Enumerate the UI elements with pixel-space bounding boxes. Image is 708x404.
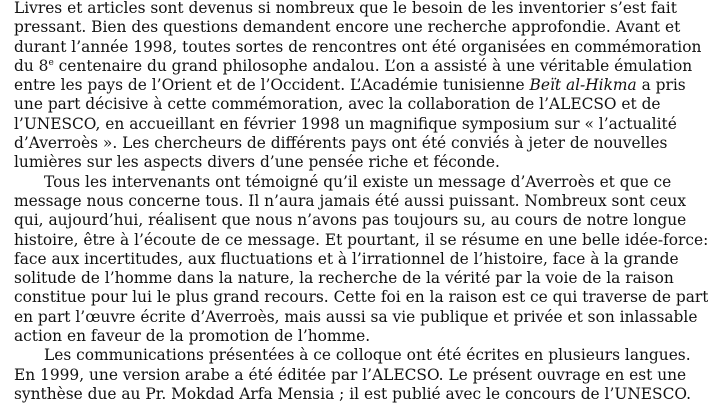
- text-line-with-italic: [14, 76, 686, 95]
- text-line: l’UNESCO, en accueillant en février 1998 un magnifique symposium sur « l’actualité: [14, 114, 677, 133]
- text-line: pressant. Bien des questions demandent encore une recherche approfondie. Avant et: [14, 18, 681, 37]
- text-line: en part l’œuvre écrite d’Averroès, mais aussi sa vie publique et privée et son inlassable: [14, 307, 698, 326]
- document-page: [14, 0, 708, 404]
- ordinal-superscript: e: [48, 57, 54, 68]
- text-line: Livres et articles sont devenus si nombreux que le besoin de les inventorier s’est fait: [14, 0, 677, 17]
- text-line: Tous les intervenants ont témoigné qu’il existe un message d’Averroès et que ce: [44, 172, 672, 191]
- paragraph-1: [14, 0, 702, 173]
- text-line: En 1999, une version arabe a été éditée par l’ALECSO. Le présent ouvrage en est une: [14, 365, 687, 384]
- text-line: lumières sur les aspects divers d’une pensée riche et féconde.: [14, 153, 500, 172]
- text-line: histoire, être à l’écoute de ce message. Et pourtant, il se résume en une belle idée-force:: [14, 230, 708, 249]
- text-line: durant l’année 1998, toutes sortes de rencontres ont été organisées en commémoration: [14, 37, 702, 56]
- text-fragment: du 8: [14, 56, 49, 75]
- text-line: solitude de l’homme dans la nature, la recherche de la vérité par la voie de la raison: [14, 269, 674, 288]
- text-line: d’Averroès ». Les chercheurs de différents pays ont été conviés à jeter de nouvelles: [14, 134, 668, 153]
- text-line: message nous concerne tous. Il n’aura jamais été aussi puissant. Nombreux sont ceux: [14, 191, 687, 210]
- paragraph-3: [14, 346, 691, 404]
- text-line: action en faveur de la promotion de l’homme.: [14, 327, 371, 346]
- text-fragment: a pris: [636, 76, 686, 95]
- text-line-with-ordinal: [14, 56, 693, 76]
- text-fragment: centenaire du grand philosophe andalou. L’on a assisté à une véritable émulation: [53, 56, 693, 75]
- italic-institution-name: Beït al-Hikma: [529, 76, 637, 95]
- text-line: une part décisive à cette commémoration, avec la collaboration de l’ALECSO et de: [14, 95, 661, 114]
- text-line: qui, aujourd’hui, réalisent que nous n’avons pas toujours su, au cours de notre longue: [14, 211, 687, 230]
- text-fragment: entre les pays de l’Orient et de l’Occident. L’Académie tunisienne: [14, 76, 525, 95]
- text-line: synthèse due au Pr. Mokdad Arfa Mensia ; il est publié avec le concours de l’UNESCO.: [14, 384, 691, 403]
- text-line: Les communications présentées à ce colloque ont été écrites en plusieurs langues.: [44, 346, 691, 365]
- text-line: face aux incertitudes, aux fluctuations et à l’irrationnel de l’histoire, face à la grande: [14, 249, 679, 268]
- text-line: constitue pour lui le plus grand recours. Cette foi en la raison est ce qui traverse de part: [14, 288, 708, 307]
- paragraph-2: [14, 172, 708, 347]
